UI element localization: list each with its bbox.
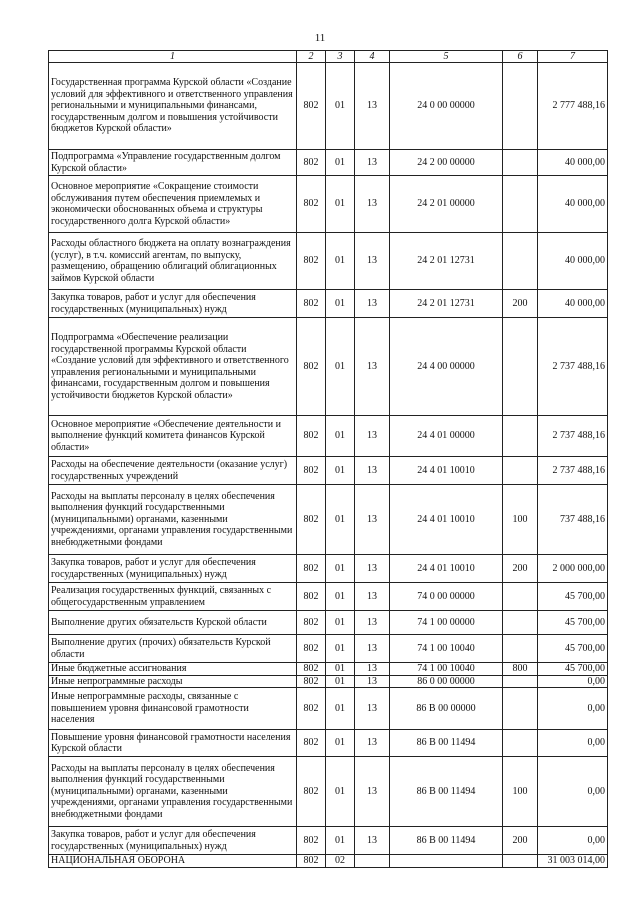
row-name: Расходы на выплаты персоналу в целях обеспечения выполнения функций государственными (муниципальными) органами, казенными учреждениями, органами управления государственными внебюджетными фондами [49, 485, 297, 555]
column-number: 3 [326, 51, 355, 63]
row-sum: 2 000 000,00 [538, 555, 608, 583]
row-pr: 13 [355, 416, 390, 457]
row-rz: 01 [326, 663, 355, 676]
table-row [49, 555, 608, 583]
row-grbs: 802 [297, 855, 326, 868]
row-name: Реализация государственных функций, связанных с общегосударственным управлением [49, 583, 297, 611]
row-rz: 01 [326, 150, 355, 176]
row-sum: 45 700,00 [538, 663, 608, 676]
row-rz: 01 [326, 688, 355, 730]
row-sum: 45 700,00 [538, 611, 608, 635]
row-vr [503, 176, 538, 233]
row-csr: 24 2 00 00000 [390, 150, 503, 176]
row-grbs: 802 [297, 583, 326, 611]
row-pr: 13 [355, 611, 390, 635]
column-number-row [49, 51, 608, 63]
column-number: 1 [49, 51, 297, 63]
row-pr: 13 [355, 730, 390, 757]
row-grbs: 802 [297, 663, 326, 676]
row-sum: 2 777 488,16 [538, 63, 608, 150]
row-rz: 01 [326, 63, 355, 150]
table-row [49, 457, 608, 485]
row-vr [503, 318, 538, 416]
row-name: Иные непрограммные расходы, связанные с повышением уровня финансовой грамотности населения [49, 688, 297, 730]
row-grbs: 802 [297, 730, 326, 757]
row-vr [503, 63, 538, 150]
table-row [49, 730, 608, 757]
row-rz: 01 [326, 176, 355, 233]
row-vr [503, 688, 538, 730]
row-grbs: 802 [297, 757, 326, 827]
row-vr: 200 [503, 290, 538, 318]
row-sum: 2 737 488,16 [538, 318, 608, 416]
row-grbs: 802 [297, 233, 326, 290]
row-sum: 40 000,00 [538, 150, 608, 176]
row-name: Закупка товаров, работ и услуг для обеспечения государственных (муниципальных) нужд [49, 555, 297, 583]
row-csr: 24 0 00 00000 [390, 63, 503, 150]
row-csr: 74 1 00 10040 [390, 663, 503, 676]
row-sum: 2 737 488,16 [538, 416, 608, 457]
row-csr: 24 2 01 12731 [390, 233, 503, 290]
row-name: Подпрограмма «Управление государственным долгом Курской области» [49, 150, 297, 176]
row-grbs: 802 [297, 176, 326, 233]
column-number: 7 [538, 51, 608, 63]
table-row [49, 290, 608, 318]
row-name: Основное мероприятие «Обеспечение деятельности и выполнение функций комитета финансов Курской области» [49, 416, 297, 457]
row-pr: 13 [355, 663, 390, 676]
row-csr: 86 0 00 00000 [390, 675, 503, 688]
row-sum: 45 700,00 [538, 635, 608, 663]
row-sum: 2 737 488,16 [538, 457, 608, 485]
row-grbs: 802 [297, 150, 326, 176]
row-csr [390, 855, 503, 868]
row-name: Расходы областного бюджета на оплату вознаграждения (услуг), в т.ч. комиссий агентам, по выпуску, размещению, обращению облигаций облигационных займов Курской области [49, 233, 297, 290]
table-row [49, 150, 608, 176]
row-vr: 800 [503, 663, 538, 676]
table-row [49, 233, 608, 290]
row-vr [503, 675, 538, 688]
table-row [49, 688, 608, 730]
row-sum: 0,00 [538, 675, 608, 688]
table-row [49, 663, 608, 676]
row-vr: 100 [503, 757, 538, 827]
row-grbs: 802 [297, 611, 326, 635]
row-pr [355, 855, 390, 868]
row-csr: 24 2 01 12731 [390, 290, 503, 318]
row-pr: 13 [355, 290, 390, 318]
row-rz: 01 [326, 583, 355, 611]
row-rz: 01 [326, 555, 355, 583]
column-number: 6 [503, 51, 538, 63]
row-name: Закупка товаров, работ и услуг для обеспечения государственных (муниципальных) нужд [49, 290, 297, 318]
table-row [49, 855, 608, 868]
row-csr: 86 В 00 11494 [390, 730, 503, 757]
row-name: Подпрограмма «Обеспечение реализации государственной программы Курской области «Создание условий для эффективного и ответственного управления региональными и муниципальными финансами, государственным долгом и повышения устойчивости бюджетов Курской области» [49, 318, 297, 416]
row-pr: 13 [355, 233, 390, 290]
row-name: Закупка товаров, работ и услуг для обеспечения государственных (муниципальных) нужд [49, 827, 297, 855]
row-rz: 01 [326, 457, 355, 485]
row-vr: 200 [503, 827, 538, 855]
table-row [49, 63, 608, 150]
row-pr: 13 [355, 635, 390, 663]
row-sum: 0,00 [538, 730, 608, 757]
row-vr [503, 416, 538, 457]
row-rz: 01 [326, 233, 355, 290]
row-name: Иные непрограммные расходы [49, 675, 297, 688]
row-pr: 13 [355, 675, 390, 688]
row-vr [503, 457, 538, 485]
row-pr: 13 [355, 827, 390, 855]
row-vr [503, 730, 538, 757]
row-name: Государственная программа Курской области «Создание условий для эффективного и ответственного управления региональными и муниципальными финансами, государственным долгом и повышения устойчивости бюджетов Курской области» [49, 63, 297, 150]
column-number: 5 [390, 51, 503, 63]
row-name: Иные бюджетные ассигнования [49, 663, 297, 676]
row-rz: 01 [326, 290, 355, 318]
row-name: Расходы на обеспечение деятельности (оказание услуг) государственных учреждений [49, 457, 297, 485]
row-rz: 01 [326, 611, 355, 635]
row-vr [503, 635, 538, 663]
row-grbs: 802 [297, 675, 326, 688]
row-name: Выполнение других (прочих) обязательств Курской области [49, 635, 297, 663]
row-vr [503, 583, 538, 611]
column-number: 4 [355, 51, 390, 63]
row-name: НАЦИОНАЛЬНАЯ ОБОРОНА [49, 855, 297, 868]
row-grbs: 802 [297, 827, 326, 855]
table-row [49, 757, 608, 827]
row-csr: 86 В 00 11494 [390, 827, 503, 855]
table-row [49, 583, 608, 611]
row-sum: 0,00 [538, 688, 608, 730]
row-csr: 86 В 00 00000 [390, 688, 503, 730]
row-csr: 74 1 00 00000 [390, 611, 503, 635]
row-grbs: 802 [297, 318, 326, 416]
row-rz: 01 [326, 757, 355, 827]
row-rz: 01 [326, 675, 355, 688]
row-rz: 02 [326, 855, 355, 868]
row-grbs: 802 [297, 457, 326, 485]
row-grbs: 802 [297, 635, 326, 663]
table-row [49, 485, 608, 555]
row-pr: 13 [355, 757, 390, 827]
row-pr: 13 [355, 176, 390, 233]
row-sum: 45 700,00 [538, 583, 608, 611]
table-row [49, 416, 608, 457]
row-vr [503, 233, 538, 290]
row-sum: 0,00 [538, 827, 608, 855]
row-pr: 13 [355, 457, 390, 485]
row-csr: 86 В 00 11494 [390, 757, 503, 827]
row-rz: 01 [326, 730, 355, 757]
row-vr [503, 150, 538, 176]
row-csr: 24 2 01 00000 [390, 176, 503, 233]
row-name: Расходы на выплаты персоналу в целях обеспечения выполнения функций государственными (муниципальными) органами, казенными учреждениями, органами управления государственными внебюджетными фондами [49, 757, 297, 827]
row-grbs: 802 [297, 416, 326, 457]
table-row [49, 635, 608, 663]
row-csr: 24 4 01 00000 [390, 416, 503, 457]
row-pr: 13 [355, 318, 390, 416]
row-name: Выполнение других обязательств Курской области [49, 611, 297, 635]
row-rz: 01 [326, 635, 355, 663]
row-vr [503, 611, 538, 635]
row-name: Основное мероприятие «Сокращение стоимости обслуживания путем обеспечения приемлемых и экономически обоснованных объема и структуры государственного долга Курской области» [49, 176, 297, 233]
row-sum: 40 000,00 [538, 176, 608, 233]
budget-table [48, 50, 608, 868]
row-grbs: 802 [297, 485, 326, 555]
row-pr: 13 [355, 63, 390, 150]
row-rz: 01 [326, 416, 355, 457]
row-sum: 40 000,00 [538, 290, 608, 318]
row-sum: 737 488,16 [538, 485, 608, 555]
row-csr: 74 1 00 10040 [390, 635, 503, 663]
row-pr: 13 [355, 150, 390, 176]
row-csr: 24 4 00 00000 [390, 318, 503, 416]
column-number: 2 [297, 51, 326, 63]
row-rz: 01 [326, 318, 355, 416]
row-csr: 74 0 00 00000 [390, 583, 503, 611]
table-row [49, 611, 608, 635]
row-grbs: 802 [297, 555, 326, 583]
row-pr: 13 [355, 485, 390, 555]
row-grbs: 802 [297, 688, 326, 730]
row-pr: 13 [355, 555, 390, 583]
row-name: Повышение уровня финансовой грамотности населения Курской области [49, 730, 297, 757]
row-vr [503, 855, 538, 868]
table-row [49, 176, 608, 233]
row-csr: 24 4 01 10010 [390, 555, 503, 583]
row-vr: 200 [503, 555, 538, 583]
table-row [49, 827, 608, 855]
row-rz: 01 [326, 827, 355, 855]
page-number: 11 [314, 32, 326, 44]
row-sum: 0,00 [538, 757, 608, 827]
row-grbs: 802 [297, 290, 326, 318]
row-sum: 40 000,00 [538, 233, 608, 290]
row-rz: 01 [326, 485, 355, 555]
row-csr: 24 4 01 10010 [390, 485, 503, 555]
row-vr: 100 [503, 485, 538, 555]
table-row [49, 318, 608, 416]
table-row [49, 675, 608, 688]
row-sum: 31 003 014,00 [538, 855, 608, 868]
row-pr: 13 [355, 583, 390, 611]
row-grbs: 802 [297, 63, 326, 150]
row-pr: 13 [355, 688, 390, 730]
row-csr: 24 4 01 10010 [390, 457, 503, 485]
